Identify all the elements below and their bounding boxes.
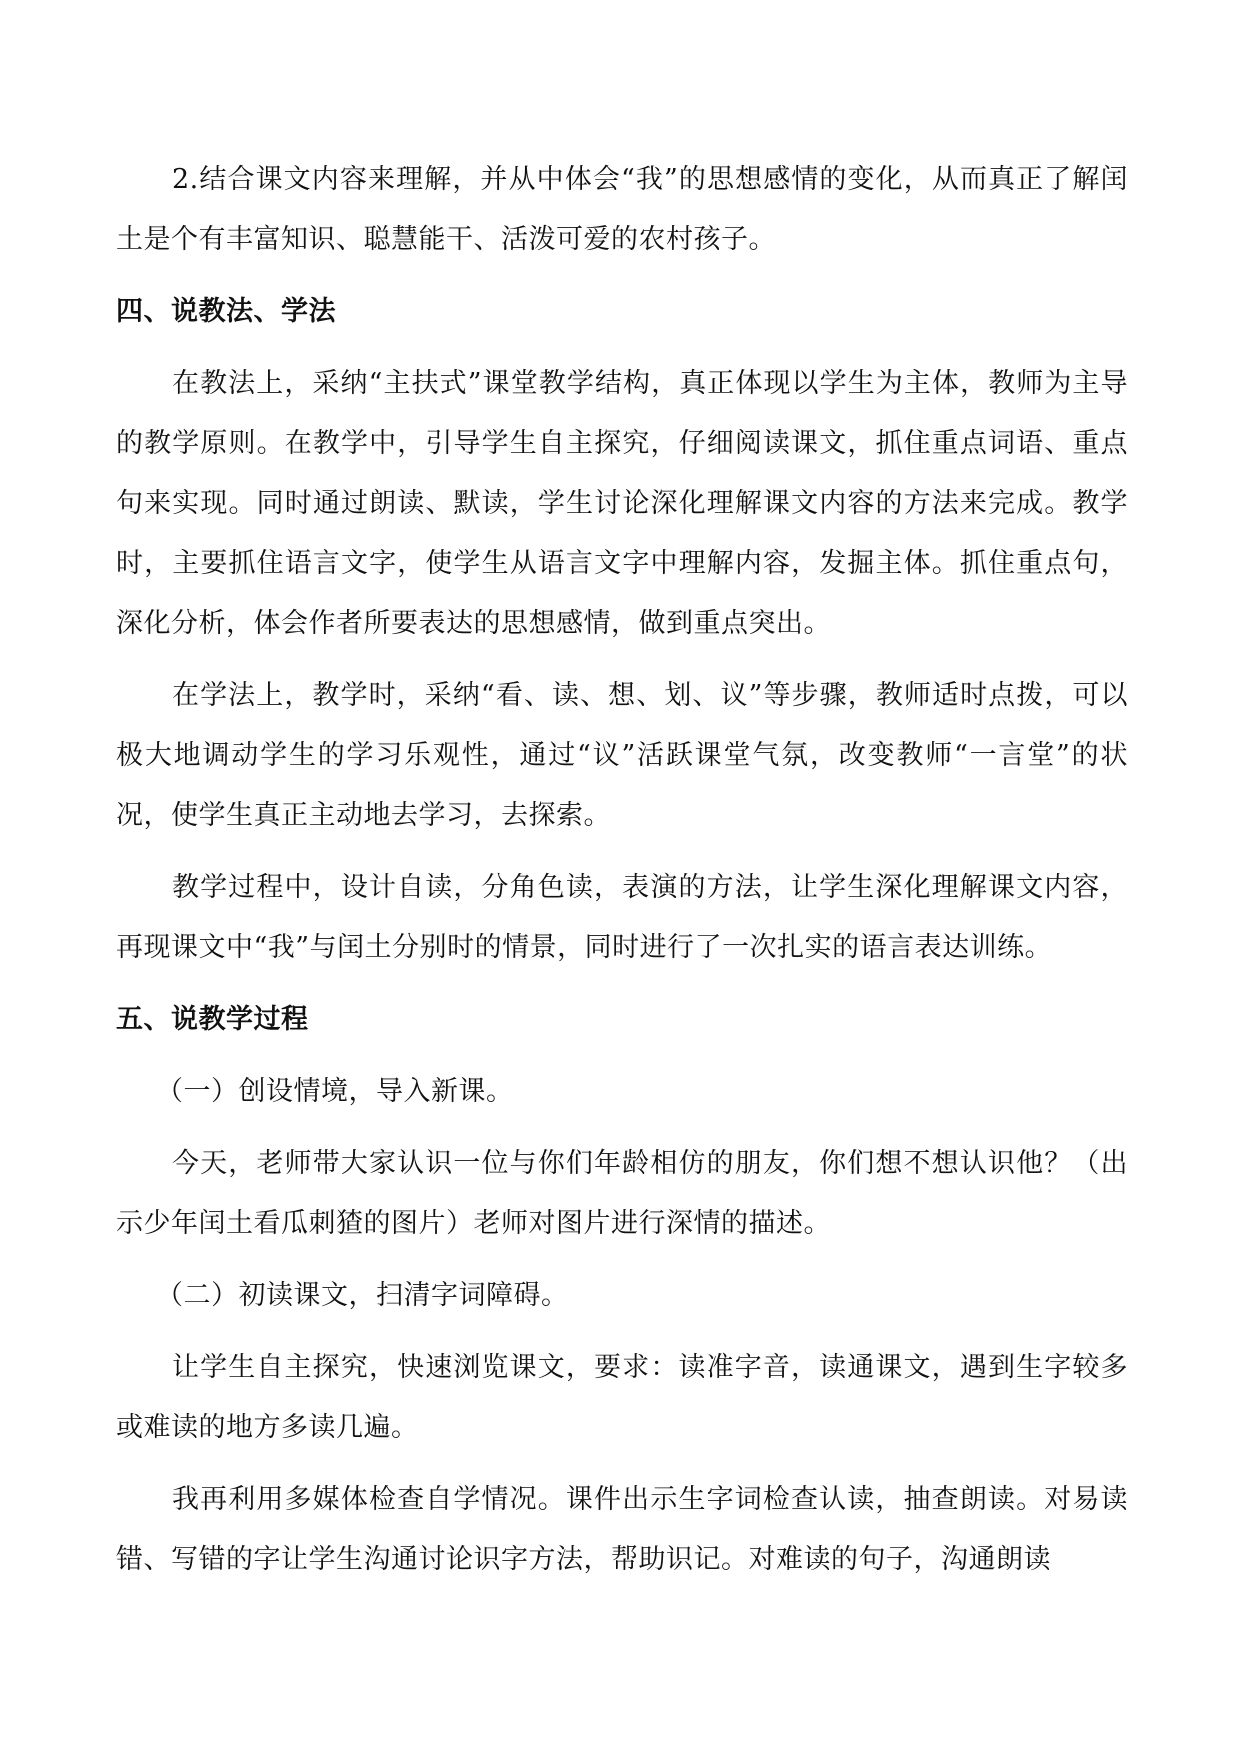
spacer: [116, 1050, 1128, 1062]
document-body: [116, 150, 1128, 1590]
paragraph-objective-2: 2.结合课文内容来理解，并从中体会“我”的思想感情的变化，从而真正了解闰土是个有丰富知识、聪慧能干、活泼可爱的农村孩子。: [116, 164, 1128, 255]
spacer: [116, 978, 1128, 990]
paragraph-multimedia-check: 我再利用多媒体检查自学情况。课件出示生字词检查认读，抽查朗读。对易读错、写错的字让学生沟通讨论识字方法，帮助识记。对难读的句子，沟通朗读: [116, 1484, 1128, 1575]
spacer: [116, 1458, 1128, 1470]
section-heading-process: 五、说教学过程: [116, 1004, 309, 1035]
paragraph-introduction: 今天，老师带大家认识一位与你们年龄相仿的朋友，你们想不想认识他？（出示少年闰土看瓜刺猹的图片）老师对图片进行深情的描述。: [116, 1148, 1128, 1239]
spacer: [116, 846, 1128, 858]
section-heading-methods: 四、说教法、学法: [116, 296, 336, 327]
spacer: [116, 1326, 1128, 1338]
paragraph-process-design: 教学过程中，设计自读，分角色读，表演的方法，让学生深化理解课文内容，再现课文中“我”与闰土分别时的情景，同时进行了一次扎实的语言表达训练。: [116, 872, 1128, 963]
spacer: [116, 342, 1128, 354]
paragraph-learning-method: 在学法上，教学时，采纳“看、读、想、划、议”等步骤，教师适时点拨，可以极大地调动学生的学习乐观性，通过“议”活跃课堂气氛，改变教师“一言堂”的状况，使学生真正主动地去学习，去探索。: [116, 680, 1128, 831]
step-heading-2: （二）初读课文，扫清字词障碍。: [156, 1280, 569, 1311]
paragraph-teaching-method: 在教法上，采纳“主扶式”课堂教学结构，真正体现以学生为主体，教师为主导的教学原则。在教学中，引导学生自主探究，仔细阅读课文，抓住重点词语、重点句来实现。同时通过朗读、默读，学生讨论深化理解课文内容的方法来完成。教学时，主要抓住语言文字，使学生从语言文字中理解内容，发掘主体。抓住重点句，深化分析，体会作者所要表达的思想感情，做到重点突出。: [116, 368, 1128, 639]
step-heading-1: （一）创设情境，导入新课。: [156, 1076, 514, 1107]
spacer: [116, 270, 1128, 282]
paragraph-self-study: 让学生自主探究，快速浏览课文，要求：读准字音，读通课文，遇到生字较多或难读的地方多读几遍。: [116, 1352, 1128, 1443]
spacer: [116, 654, 1128, 666]
spacer: [116, 1254, 1128, 1266]
spacer: [116, 1122, 1128, 1134]
